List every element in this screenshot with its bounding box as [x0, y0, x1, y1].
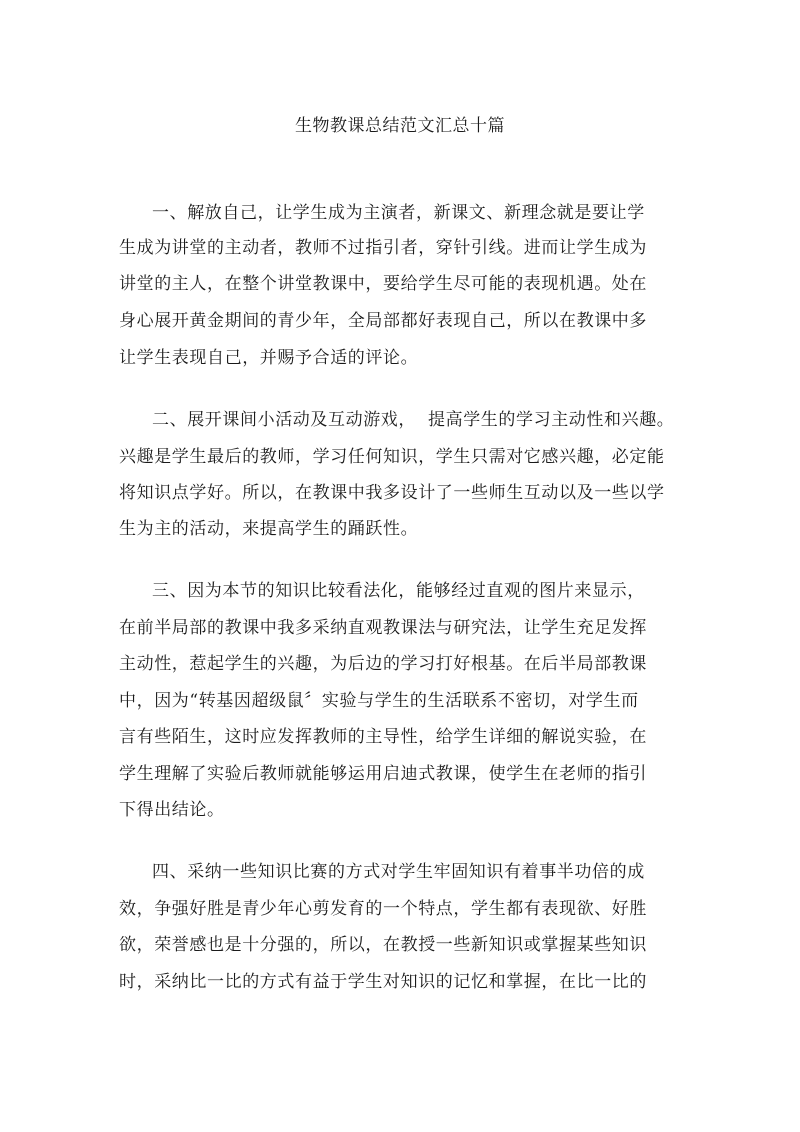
- paragraph-line: 主动性，惹起学生的兴趣，为后边的学习打好根基。在后半局部教课: [119, 654, 647, 674]
- paragraph-line: 一、解放自己，让学生成为主演者，新课文、新理念就是要让学: [152, 203, 645, 223]
- paragraph-line: 学生理解了实验后教师就能够运用启迪式教课，使学生在老师的指引: [119, 764, 647, 784]
- paragraph-line: 生为主的活动，来提高学生的踊跃性。: [119, 519, 419, 539]
- paragraph-line: 时，采纳比一比的方式有益于学生对知识的记忆和掌握，在比一比的: [119, 972, 647, 992]
- paragraph-line: 言有些陌生，这时应发挥教师的主导性，给学生详细的解说实验，在: [119, 727, 647, 747]
- paragraph-line: 三、因为本节的知识比较看法化，能够经过直观的图片来显示，: [152, 581, 645, 601]
- paragraph-line: 效，争强好胜是青少年心剪发育的一个特点，学生都有表现欲、好胜: [119, 899, 647, 919]
- paragraph-line: 将知识点学好。所以，在教课中我多设计了一些师生互动以及一些以学: [119, 483, 665, 503]
- paragraph-line: 身心展开黄金期间的青少年，全局部都好表现自己，所以在教课中多: [119, 311, 647, 331]
- paragraph-line: 中，因为“转基因超级鼠〞实验与学生的生活联系不密切，对学生而: [119, 691, 639, 711]
- paragraph-line: 二、展开课间小活动及互动游戏， 提高学生的学习主动性和兴趣。: [152, 410, 675, 430]
- paragraph-line: 下得出结论。: [119, 800, 225, 820]
- paragraph-line: 生成为讲堂的主动者，教师不过指引者，穿针引线。进而让学生成为: [119, 238, 647, 258]
- paragraph-line: 兴趣是学生最后的教师，学习任何知识，学生只需对它感兴趣，必定能: [119, 447, 665, 467]
- document-title: 生物教课总结范文汇总十篇: [295, 116, 505, 136]
- paragraph-line: 四、采纳一些知识比赛的方式对学生牢固知识有着事半功倍的成: [152, 862, 645, 882]
- paragraph-line: 让学生表现自己，并赐予合适的评论。: [119, 348, 419, 368]
- paragraph-line: 在前半局部的教课中我多采纳直观教课法与研究法，让学生充足发挥: [119, 618, 647, 638]
- paragraph-line: 欲，荣誉感也是十分强的，所以，在教授一些新知识或掌握某些知识: [119, 935, 647, 955]
- paragraph-line: 讲堂的主人，在整个讲堂教课中，要给学生尽可能的表现机遇。处在: [119, 274, 647, 294]
